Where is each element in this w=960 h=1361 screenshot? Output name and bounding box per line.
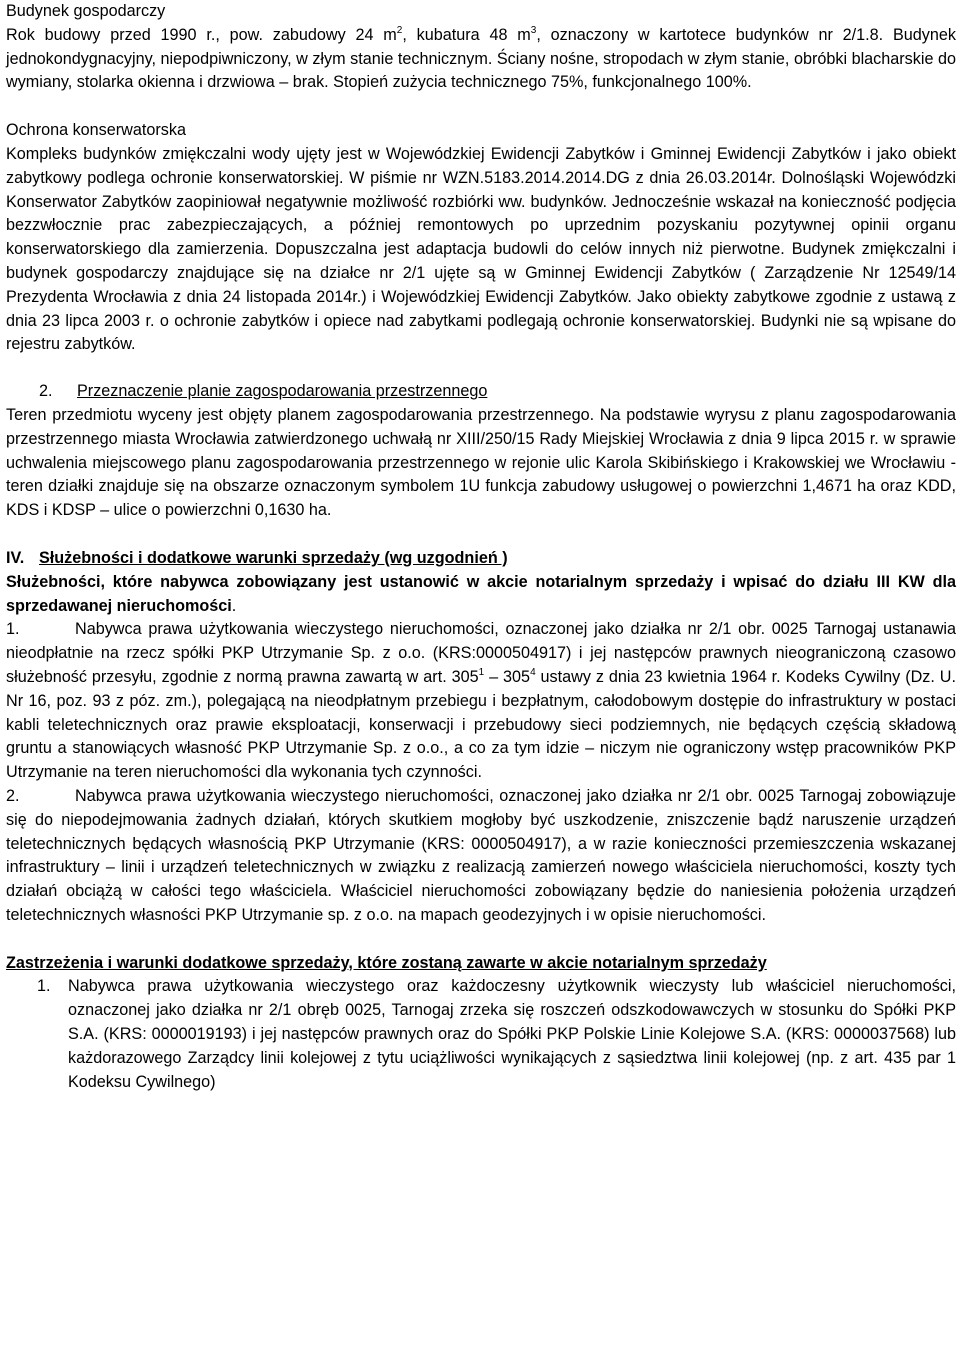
document-page xyxy=(6,0,956,1094)
reservations-item-1-text: Nabywca prawa użytkowania wieczystego oraz każdoczesny użytkownik wieczysty lub właściciel nieruchomości, oznaczonej jako działka nr 2/1 obręb 0025, Tarnogaj zrzeka się roszczeń odszkodowawczych w stosunku do Spółki PKP S.A. (KRS: 0000019193) i jej następców prawnych oraz do Spółki PKP Polskie Linie Kolejowe S.A. (KRS: 0000037568) lub każdorazowego Zarządcy linii kolejowej z tytu uciążliwości wynikających z sąsiedztwa linii kolejowej (np. z art. 435 par 1 Kodeksu Cywilnego) xyxy=(68,977,956,1091)
section-4-heading xyxy=(6,547,956,571)
section-2-heading xyxy=(6,380,956,404)
reservations-item-1 xyxy=(6,975,956,1094)
section-2-text: Teren przedmiotu wyceny jest objęty planem zagospodarowania przestrzennego. Na podstawie wyrysu z planu zagospodarowania przestrzennego miasta Wrocławia zatwierdzonego uchwałą nr XIII/250/15 Rady Miejskiej Wrocławia z dnia 9 lipca 2015 r. w sprawie uchwalenia miejscowego planu zagospodarowania przestrzennego w rejonie ulic Karola Skibińskiego i Krakowskiej we Wrocławiu - teren działki znajduje się na obszarze oznaczonym symbolem 1U funkcja zabudowy usługowej o powierzchni 1,4671 ha oraz KDD, KDS i KDSP – ulice o powierzchni 0,1630 ha. xyxy=(6,405,956,520)
ochrona-text: Kompleks budynków zmiękczalni wody ujęty jest w Wojewódzkiej Ewidencji Zabytków i Gminnej Ewidencji Zabytków i jako obiekt zabytkowy podlega ochronie konserwatorskiej. W piśmie nr WZN.5183.2014.2014.DG z dnia 26.03.2014r. Dolnośląski Wojewódzki Konserwator Zabytków zaopiniował negatywnie możliwość rozbiórki ww. budynków. Jednocześnie wskazał na konieczność podjęcia bezzwłocznie prac zabezpieczających, a później remontowych po uprzednim pozyskaniu pozytywnej opinii organu konserwatorskiego dla zamierzenia. Dopuszczalna jest adaptacja budowli do celów innych niż pierwotne. Budynek zmiękczalni i budynek gospodarczy znajdujące się na działce nr 2/1 ujęte są w Gminnej Ewidencji Zabytków ( Zarządzenie Nr 12549/14 Prezydenta Wrocławia z dnia 24 listopada 2014r.) i Wojewódzkiej Ewidencji Zabytków. Jako obiekty zabytkowe zgodnie z ustawą z dnia 23 lipca 2003 r. o ochronie zabytków i opiece nad zabytkami podlegają ochronie konserwatorskiej. Budynki nie są wpisane do rejestru zabytków. xyxy=(6,144,956,354)
section-4-number: IV. xyxy=(6,548,25,567)
section-2-number: 2. xyxy=(39,382,53,401)
section-2-title: Przeznaczenie planie zagospodarowania przestrzennego xyxy=(77,382,488,401)
servitude-item-2-number: 2. xyxy=(6,786,20,805)
servitude-item-1: 1. Nabywca prawa użytkowania wieczystego nieruchomości, oznaczonej jako działka nr 2/1 obr. 0025 Tarnogaj ustanawia nieodpłatnie na rzecz spółki PKP Utrzymanie Sp. z o.o. (KRS:0000504917) i jej następców prawnych nieograniczoną czasowo służebność przesyłu, zgodnie z normą prawna zawartą w art. $305^1 - 305^4$ ustawy z dnia 23 kwietnia 1964 r. Kodeks Cywilny (Dz. U. Nr 16, poz. 93 z póz. zm.), polegającą na nieodpłatnym przebiegu i bezpłatnym, całodobowym dostępie do infrastruktury w postaci kabli teletechnicznych oraz prawie eksploatacji, konserwacji i przebudowy sieci podziemnych, nie będących częścią składową gruntu a stanowiących własność PKP Utrzymanie Sp. z o.o., a co za tym idzie – niczym nie ograniczony wstęp pracowników PKP Utrzymanie na teren nieruchomości dla wykonania tych czynności. xyxy=(6,620,956,782)
budynek-gospodarczy-heading: Budynek gospodarczy xyxy=(6,2,166,20)
servitude-item-1-number: 1. xyxy=(6,620,20,639)
reservations-heading: Zastrzeżenia i warunki dodatkowe sprzedaży, które zostaną zawarte w akcie notarialnym sprzedaży xyxy=(6,953,767,972)
ochrona-heading: Ochrona konserwatorska xyxy=(6,121,186,140)
reservations-item-1-number: 1. xyxy=(37,977,51,996)
servitude-item-2: 2. Nabywca prawa użytkowania wieczystego nieruchomości, oznaczonej jako działka nr 2/1 obr. 0025 Tarnogaj zobowiązuje się do niepodejmowania żadnych działań, których skutkiem mogłoby być uszkodzenie, zniszczenie bądź naruszenie urządzeń teletechnicznych będących własnością PKP Utrzymanie (KRS: 0000504917), a w razie konieczności przemieszczenia wskazanej infrastruktury – linii i urządzeń teletechnicznych w związku z realizacją zamierzeń nowego właściciela nieruchomości, koszty tych działań obciążą w całości tego właściciela. Właściciel nieruchomości zobowiązany będzie do naniesienia położenia urządzeń teletechnicznych własności PKP Utrzymanie sp. z o.o. na mapach geodezyjnych i w opisie nieruchomości. xyxy=(6,786,956,924)
section-4-intro: Służebności, które nabywca zobowiązany jest ustanowić w akcie notarialnym sprzedaży i wpisać do działu III KW dla sprzedawanej nieruchomości. xyxy=(6,572,956,615)
section-4-title: Służebności i dodatkowe warunki sprzedaży (wg uzgodnień ) xyxy=(39,548,508,567)
budynek-gospodarczy-text: Rok budowy przed 1990 r., pow. zabudowy 24 $m^2$, kubatura 48 $m^3$, oznaczony w kartotece budynków nr 2/1.8. Budynek jednokondygnacyjny, niepodpiwniczony, w złym stanie technicznym. Ściany nośne, stropodach w złym stanie, obróbki blacharskie do wymiany, stolarka okienna i drzwiowa – brak. Stopień zużycia technicznego 75%, funkcjonalnego 100%. xyxy=(6,24,956,92)
